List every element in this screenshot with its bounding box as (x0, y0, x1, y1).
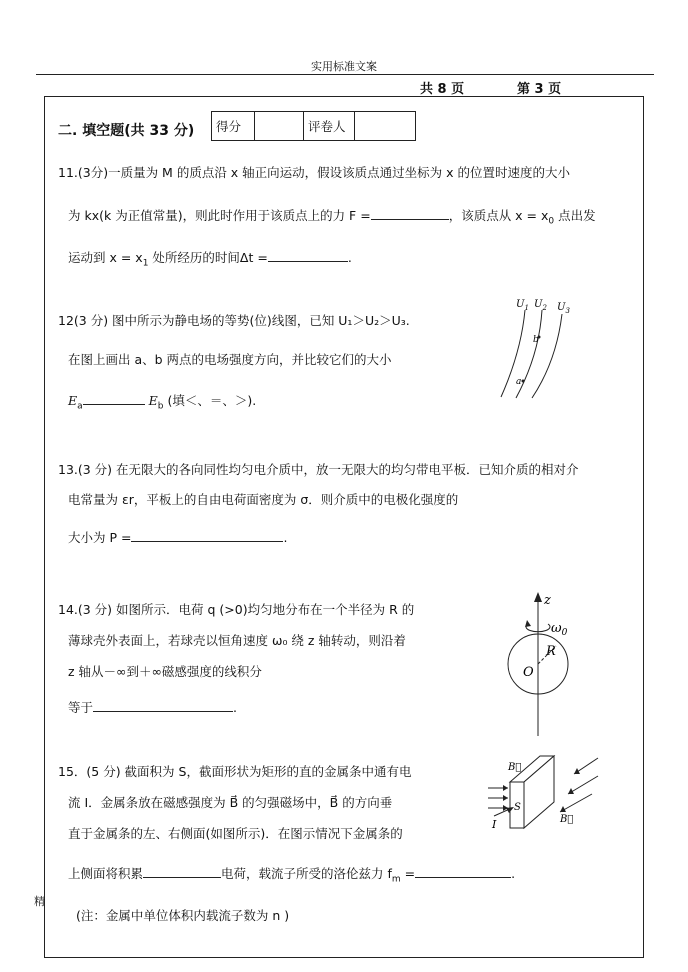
q15-line2: 流 I．金属条放在磁感强度为 B⃗ 的匀强磁场中，B⃗ 的方向垂 (68, 795, 393, 810)
field-arrowhead-left-1 (503, 785, 508, 791)
label-I: I (492, 818, 497, 831)
score-cell[interactable] (255, 112, 304, 141)
label-B-right: B⃗ (560, 814, 574, 825)
section-title: 二. 填空题(共 33 分) (58, 123, 195, 139)
label-b: b (533, 335, 539, 345)
total-pages: 共 8 页 (420, 82, 465, 97)
sphere-figure (498, 588, 578, 738)
q11-line2: 为 kx(k 为正值常量)，则此时作用于该质点上的力 F = ，该质点从 $x = x_0$ 点出发 (68, 208, 596, 227)
q12-blank-compare[interactable] (83, 392, 145, 405)
q14-line2: 薄球壳外表面上，若球壳以恒角速度 ω₀ 绕 z 轴转动，则沿着 (68, 633, 406, 648)
score-table (211, 111, 416, 141)
q12-line1: 12(3 分) 图中所示为静电场的等势(位)线图，已知 U₁＞U₂＞U₃. (58, 313, 410, 328)
label-a: a (516, 377, 522, 387)
q15-line3: 直于金属条的左、右侧面(如图所示)．在图示情况下金属条的 (68, 826, 403, 841)
equipotential-figure (496, 292, 586, 402)
q14-line3: z 轴从－∞到＋∞磁感强度的线积分 (68, 664, 262, 679)
label-u2: $U_2$ (534, 299, 547, 312)
q14-line1: 14.(3 分) 如图所示．电荷 q (>0)均匀地分布在一个半径为 R 的 (58, 602, 415, 617)
side-mark: 精 (34, 895, 45, 908)
q15-blank-lorentz-force[interactable] (415, 865, 511, 878)
label-R: R (546, 644, 556, 659)
q12-line2: 在图上画出 a、b 两点的电场强度方向，并比较它们的大小 (68, 352, 392, 367)
label-u3: $U_3$ (557, 302, 570, 315)
q11-line3: 运动到 $x = x_1$ 处所经历的时间Δt = . (68, 250, 352, 269)
point-a (522, 380, 525, 383)
grader-cell[interactable] (355, 112, 416, 141)
label-z: z (544, 593, 551, 608)
score-label: 得分 (212, 112, 255, 141)
label-omega: $\omega_0$ (551, 621, 568, 638)
q13-line3: 大小为 P = . (68, 530, 288, 545)
q14-line4: 等于 . (68, 700, 237, 715)
q13-blank-polarization[interactable] (131, 529, 283, 542)
equipotential-line-u1 (501, 310, 525, 397)
z-axis-arrowhead (534, 592, 542, 602)
q13-line1: 13.(3 分) 在无限大的各向同性均匀电介质中，放一无限大的均匀带电平板．已知介质的相对介 (58, 462, 579, 477)
label-B-left: B⃗ (508, 762, 522, 773)
current-page: 第 3 页 (517, 82, 562, 97)
q15-line1: 15．(5 分) 截面积为 S，截面形状为矩形的直的金属条中通有电 (58, 764, 412, 779)
document-header-title: 实用标准文案 (311, 60, 377, 73)
q14-blank-line-integral[interactable] (93, 699, 233, 712)
q15-note: (注：金属中单位体积内载流子数为 n ) (76, 908, 290, 923)
metal-strip-figure (488, 748, 606, 838)
q11-blank-force[interactable] (371, 207, 449, 220)
q12-line3: $E_a$ $E_b$ (填＜、＝、＞). (68, 393, 257, 412)
q15-blank-charge[interactable] (143, 865, 221, 878)
label-S: S (514, 802, 521, 813)
q11-line1: 11.(3分)一质量为 M 的质点沿 x 轴正向运动，假设该质点通过坐标为 x 的位置时速度的大小 (58, 165, 571, 180)
q15-line4: 上侧面将积累 电荷，载流子所受的洛伦兹力 $f_m$ = . (68, 866, 516, 885)
q11-blank-time[interactable] (268, 249, 348, 262)
header-rule (36, 74, 654, 75)
q13-line2: 电常量为 εr，平板上的自由电荷面密度为 σ．则介质中的电极化强度的 (68, 492, 459, 507)
grader-label: 评卷人 (304, 112, 355, 141)
equipotential-line-u3 (532, 314, 562, 398)
label-O: O (523, 665, 534, 680)
rotation-arrowhead (525, 620, 531, 627)
field-line-right-3 (560, 794, 592, 812)
label-u1: $U_1$ (516, 299, 529, 312)
field-arrowhead-left-2 (503, 795, 508, 801)
